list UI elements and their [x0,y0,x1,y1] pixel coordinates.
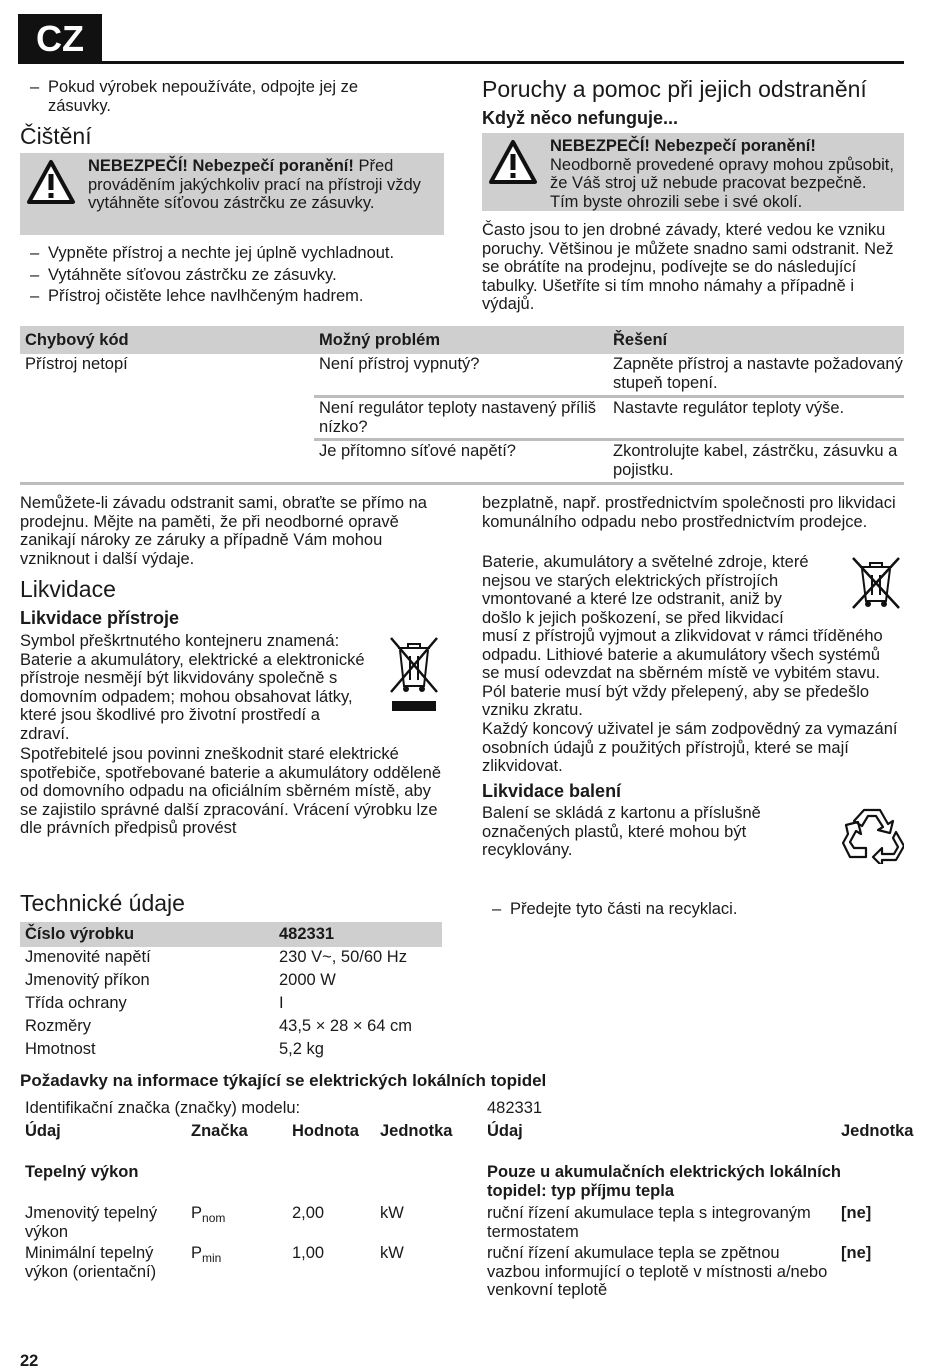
heading-tech: Technické údaje [20,890,185,916]
repair-paragraph: Nemůžete-li závadu odstranit sami, obraťte se přímo na prodejnu. Mějte na paměti, že při neodborné opravě zanikají nároky ze záruky a případně Vám mohou vzniknout i další výdaje. [20,494,427,568]
tech-header-value: 482331 [279,925,335,943]
list-item: – Vytáhněte síťovou zástrčku ze zásuvky. [20,266,440,285]
req-right-row-value: [ne] [841,1244,872,1262]
list-item: – Přístroj očistěte lehce navlhčeným hadrem. [20,287,440,306]
table-row: Není regulátor teploty nastavený příliš nízko? [319,399,596,436]
req-right-header-item: Údaj [487,1122,523,1140]
crossed-bin-icon [850,555,902,611]
req-row-symbol: $P_{min}$ [191,1244,222,1265]
tech-table-header [20,922,442,947]
table-row: Jmenovité napětí 230 V~, 50/60 Hz [25,948,407,966]
header-rule [18,61,904,64]
req-heat-output: Tepelný výkon [25,1163,139,1181]
req-row-value: 2,00 [292,1204,325,1222]
tech-header-label: Číslo výrobku [25,925,135,943]
table-row: Nastavte regulátor teploty výše. [613,399,845,417]
heading-requirements: Požadavky na informace týkající se elektrických lokálních topidel [20,1071,547,1090]
req-row-unit: kW [380,1204,404,1222]
bullet-recycle: – Předejte tyto části na recyklaci. [482,900,882,919]
warning-box-repairs [482,133,904,211]
crossed-bin-icon [388,634,440,714]
row-divider [314,438,904,441]
req-row-symbol: $P_{nom}$ [191,1204,226,1225]
heading-faults: Poruchy a pomoc při jejich odstranění [482,76,867,102]
header-error-code: Chybový kód [25,331,129,349]
req-right-row-value: [ne] [841,1204,872,1222]
fault-code: Přístroj netopí [25,355,128,373]
warning-text: NEBEZPEČÍ! Nebezpečí poranění! Neodborně provedené opravy mohou způsobit, že Váš stroj už nebude pracovat bezpečně. Tím byste ohrozili sebe i své okolí. [550,137,894,211]
subheading-device-disposal: Likvidace přístroje [20,608,180,628]
table-row: Jmenovitý příkon 2000 W [25,971,336,989]
language-badge: CZ [18,14,102,64]
ident-label: Identifikační značka (značky) modelu: [25,1099,301,1117]
table-row: Třída ochrany I [25,994,284,1012]
table-row: Zapněte přístroj a nastavte požadovaný stupeň topení. [613,355,903,392]
heading-cleaning: Čištění [20,123,92,149]
header-problem: Možný problém [319,331,441,349]
bullet-unplug: – Pokud výrobek nepoužíváte, odpojte jej ze zásuvky. [20,78,410,115]
fault-table-header [20,326,904,354]
table-row: Je přítomno síťové napětí? [319,442,516,460]
req-header-item: Údaj [25,1122,61,1140]
row-divider [314,395,904,398]
subheading-packaging: Likvidace balení [482,781,622,801]
req-right-row-label: ruční řízení akumulace tepla se zpětnou vazbou informující o teplotě v místnosti a/nebo venkovní teplotě [487,1244,828,1299]
req-row-label: Minimální tepelný výkon (orientační) [25,1244,157,1281]
batteries-paragraph: Baterie, akumulátory a světelné zdroje, které nejsou ve starých elektrických přístrojích vmontované a které lze odstranit, aniž by došlo k jejich poškození, se před likvidací musí z přístrojů vyjmout a zlikvidovat v rámci tříděného odpadu. Lithiové baterie a akumulátory všech systémů se musí odevzdat na sběrném místě ve vybitém stavu. Pól baterie musí být vždy přelepený, aby se předešlo vzniku zkratu. [482,553,894,720]
list-item: – Vypněte přístroj a nechte jej úplně vychladnout. [20,244,440,263]
symbol-paragraph: Symbol přeškrtnutého kontejneru znamená: Baterie a akumulátory, elektrické a elektronické přístroje nesmějí být likvidovány společně s domovním odpadem; mohou obsahovat látky, které jsou škodlivé pro životní prostředí a zdraví. [20,632,365,743]
req-header-unit: Jednotka [380,1122,453,1140]
tech-table-body [25,948,442,1063]
table-row: Zkontrolujte kabel, zástrčku, zásuvku a pojistku. [613,442,898,479]
page-number: 22 [20,1352,39,1370]
cleaning-bullets [20,244,440,306]
req-row-label: Jmenovitý tepelný výkon [25,1204,158,1241]
consumers-paragraph: Spotřebitelé jsou povinni zneškodnit staré elektrické spotřebiče, spotřebované baterie a akumulátory odděleně od domovního odpadu na oficiálním sběrném místě, aby se zajistilo správné další zpracování. Vrácení výrobku lze dle právních předpisů provést [20,745,442,837]
table-row: Hmotnost 5,2 kg [25,1040,324,1058]
free-return-paragraph: bezplatně, např. prostřednictvím společnosti pro likvidaci komunálního odpadu nebo prostřednictvím prodejce. [482,494,896,531]
faults-paragraph: Často jsou to jen drobné závady, které vedou ke vzniku poruchy. Většinou je můžete snadno sami odstranit. Než se obrátíte na prodejnu, podívejte se do následující tabulky. Ušetříte si tím mnoho námahy a případně i výdajů. [482,221,894,313]
ident-value: 482331 [487,1099,543,1117]
subheading-not-working: Když něco nefunguje... [482,108,679,128]
req-right-row-label: ruční řízení akumulace tepla s integrovaným termostatem [487,1204,811,1241]
req-row-unit: kW [380,1244,404,1262]
req-right-title: Pouze u akumulačních elektrických lokálních topidel: typ příjmu tepla [487,1163,841,1200]
packaging-paragraph: Balení se skládá z kartonu a příslušně označených plastů, které mohou být recyklovány. [482,804,761,859]
req-right-header-unit: Jednotka [841,1122,914,1140]
heading-disposal: Likvidace [20,576,116,602]
table-bottom-rule [20,482,904,485]
warning-triangle-icon [488,139,538,185]
req-header-symbol: Značka [191,1122,248,1140]
table-row: Rozměry 43,5 × 28 × 64 cm [25,1017,413,1035]
recycling-icon [842,804,904,864]
req-row-value: 1,00 [292,1244,325,1262]
warning-triangle-icon [26,159,76,205]
warning-text: NEBEZPEČÍ! Nebezpečí poranění! Před prováděním jakýchkoliv prací na přístroji vždy vytáhněte síťovou zástrčku ze zásuvky. [88,157,421,212]
warning-box-cleaning [20,153,444,235]
req-header-value: Hodnota [292,1122,359,1140]
header-solution: Řešení [613,331,668,349]
data-paragraph: Každý koncový uživatel je sám zodpovědný za vymazání osobních údajů z použitých přístrojů, které se mají zlikvidovat. [482,720,898,775]
table-row: Není přístroj vypnutý? [319,355,480,373]
